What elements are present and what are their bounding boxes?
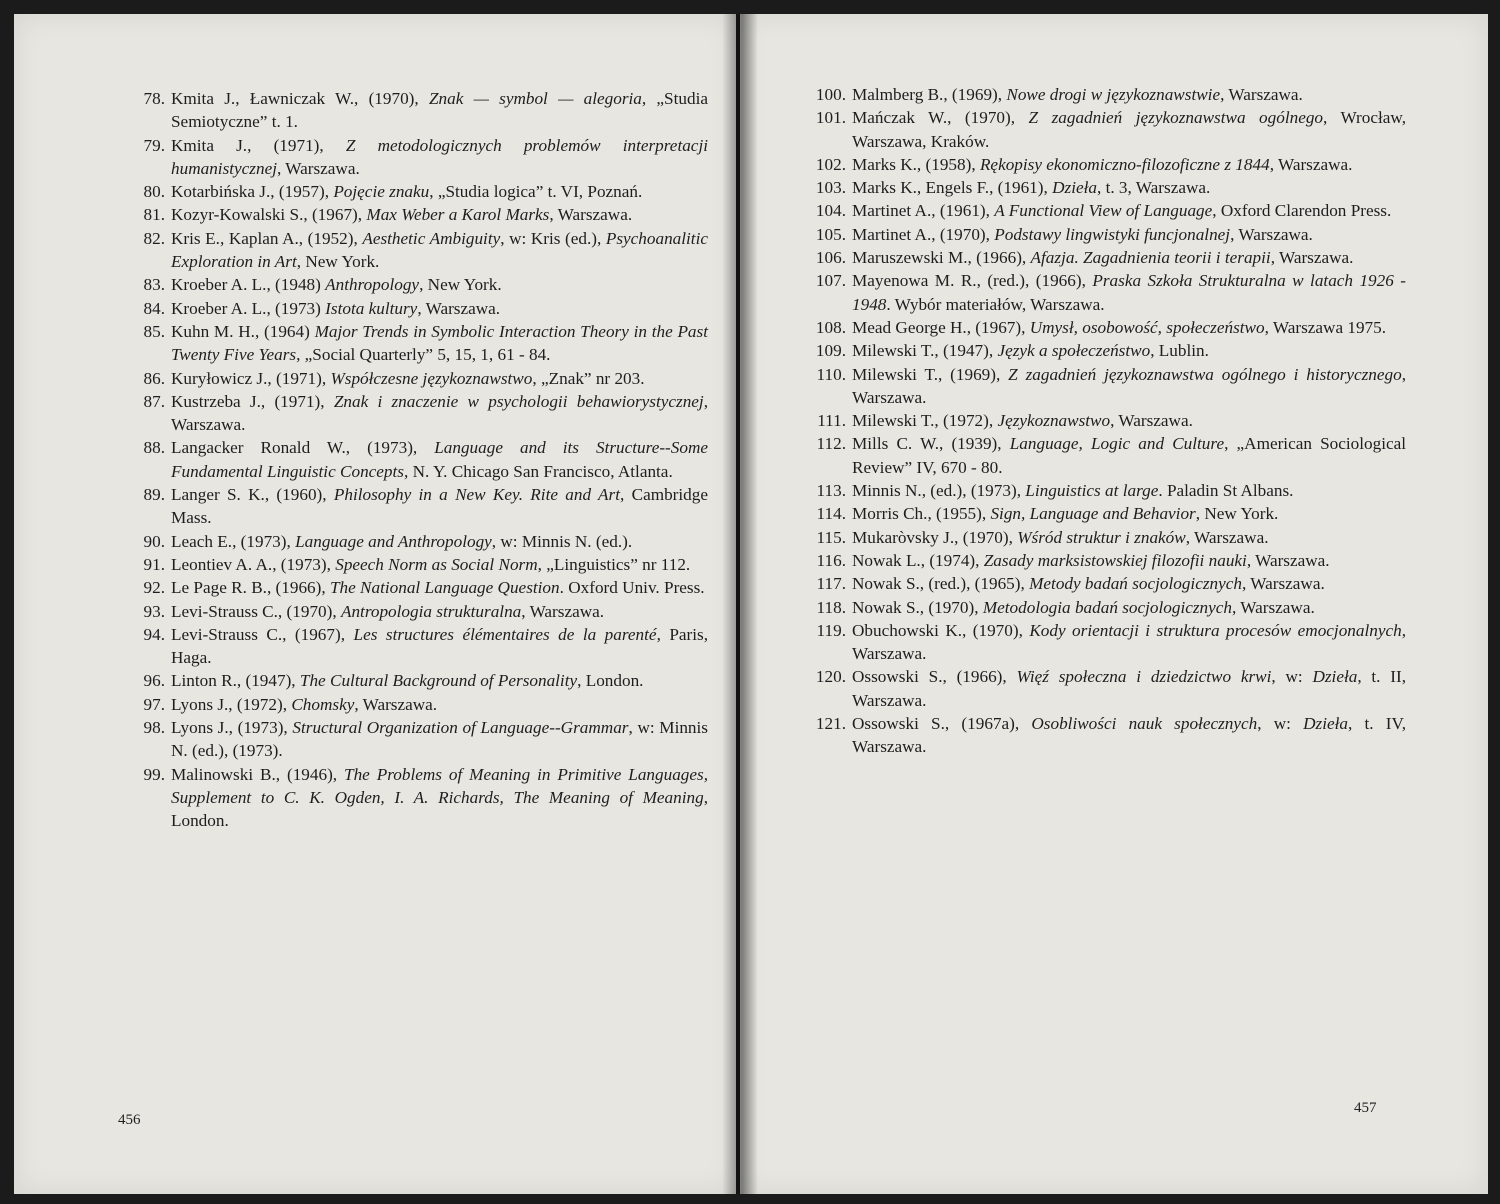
bibliography-entry xyxy=(122,436,708,483)
entry-segment: , Warszawa. xyxy=(852,364,1407,407)
bibliography-entry xyxy=(802,199,1406,222)
bibliography-entry xyxy=(122,576,708,599)
entry-segment: Malmberg B., (1969), xyxy=(852,85,1007,104)
entry-text xyxy=(171,320,708,367)
entry-segment: Marks K., (1958), xyxy=(852,154,980,174)
entry-segment: , Warszawa. xyxy=(1230,224,1313,244)
entry-segment: . Oxford Univ. Press. xyxy=(559,578,705,598)
entry-text xyxy=(852,199,1406,222)
entry-title: Znak i znaczenie w psychologii behawiorystycznej xyxy=(333,391,704,411)
bibliography-entry xyxy=(802,339,1406,362)
entry-number: 85. xyxy=(143,321,165,341)
entry-title: Max Weber a Karol Marks xyxy=(366,205,550,225)
entry-segment: Maruszewski M., (1966), xyxy=(852,248,1031,268)
entry-title: Osobliwości nauk społecznych xyxy=(1031,714,1258,734)
entry-segment: , „Linguistics” nr 112. xyxy=(537,554,691,574)
entry-segment: , Warszawa. xyxy=(521,601,605,621)
entry-number: 107. xyxy=(815,271,846,291)
entry-text xyxy=(171,436,708,483)
entry-title: Chomsky xyxy=(291,694,355,714)
entry-segment: , „American Sociological Review” IV, 670 - 80. xyxy=(852,434,1407,477)
entry-segment: Ossowski S., (1967a), xyxy=(852,714,1032,734)
entry-number: 106. xyxy=(815,248,846,268)
entry-segment: Linton R., (1947), xyxy=(171,671,300,691)
bibliography-column-left xyxy=(122,87,708,833)
bibliography-entry xyxy=(122,203,708,226)
entry-segment: Kroeber A. L., (1948) xyxy=(171,275,326,295)
entry-segment: Milewski T., (1972), xyxy=(852,411,998,431)
entry-segment: Kroeber A. L., (1973) xyxy=(171,298,326,318)
entry-text xyxy=(171,273,708,296)
entry-segment: , Lublin. xyxy=(1150,341,1209,361)
bibliography-entry xyxy=(122,180,708,203)
entry-segment: Mead George H., (1967), xyxy=(852,317,1030,337)
entry-text xyxy=(171,203,708,226)
entry-segment: Kozyr-Kowalski S., (1967), xyxy=(171,205,367,225)
entry-segment: , w: xyxy=(1257,714,1304,734)
entry-title: Umysł, osobowość, społeczeństwo xyxy=(1029,317,1265,337)
entry-title: Speech Norm as Social Norm xyxy=(335,554,538,574)
entry-number: 101. xyxy=(815,108,846,128)
entry-segment: Kotarbińska J., (1957), xyxy=(171,182,334,202)
entry-title: Metodologia badań socjologicznych xyxy=(982,597,1232,617)
entry-text xyxy=(852,432,1406,479)
entry-segment: , Wrocław, Warszawa, Kraków. xyxy=(852,108,1406,151)
entry-segment: Lyons J., (1973), xyxy=(171,718,293,738)
entry-segment: , „Studia Semiotyczne” t. 1. xyxy=(171,89,708,132)
entry-text xyxy=(852,502,1406,525)
entry-segment: Nowak S., (red.), (1965), xyxy=(852,574,1030,594)
entry-segment: , Warszawa. xyxy=(1232,597,1315,617)
entry-segment: , New York. xyxy=(1195,504,1279,524)
entry-text xyxy=(852,526,1406,549)
entry-text xyxy=(171,669,708,692)
entry-text xyxy=(852,596,1406,619)
entry-segment: Kmita J., Ławniczak W., (1970), xyxy=(171,89,429,108)
entry-text xyxy=(171,600,708,623)
entry-title: Linguistics at large xyxy=(1025,481,1159,501)
entry-number: 81. xyxy=(143,205,165,225)
entry-number: 83. xyxy=(143,275,165,295)
entry-number: 104. xyxy=(815,201,846,221)
entry-segment: Lyons J., (1972), xyxy=(171,694,292,714)
entry-title: Dzieła xyxy=(1312,667,1358,687)
entry-text xyxy=(852,479,1406,502)
entry-segment: Kris E., Kaplan A., (1952), xyxy=(171,228,363,248)
entry-segment: , Warszawa. xyxy=(171,391,708,435)
bibliography-entry xyxy=(122,530,708,553)
entry-segment: Mayenowa M. R., (red.), (1966), xyxy=(852,271,1093,291)
entry-title: Istota kultury xyxy=(325,298,418,318)
entry-text xyxy=(171,87,708,134)
entry-segment: Levi-Strauss C., (1970), xyxy=(171,601,341,621)
entry-title: Praska Szkoła Strukturalna w latach 1926 - 1948 xyxy=(852,271,1407,314)
entry-number: 103. xyxy=(815,178,846,198)
entry-segment: , London. xyxy=(577,671,644,691)
entry-segment: Milewski T., (1947), xyxy=(852,341,998,361)
entry-text xyxy=(852,269,1406,316)
entry-number: 120. xyxy=(815,667,846,687)
bibliography-entry xyxy=(122,227,708,274)
entry-segment: , Warszawa. xyxy=(276,158,360,178)
entry-segment: , Warszawa. xyxy=(852,620,1406,664)
bibliography-entry xyxy=(802,223,1406,246)
entry-segment: Le Page R. B., (1966), xyxy=(171,578,330,598)
entry-title: Metody badań socjologicznych xyxy=(1029,574,1242,594)
entry-segment: , t. 3, Warszawa. xyxy=(1096,178,1211,198)
entry-number: 116. xyxy=(816,550,846,570)
entry-title: Zasady marksistowskiej filozofii nauki xyxy=(983,550,1247,570)
entry-segment: , Warszawa. xyxy=(354,694,438,714)
bibliography-entry xyxy=(802,176,1406,199)
right-page xyxy=(740,14,1488,1194)
entry-title: The Problems of Meaning in Primitive Languages, Supplement to C. K. Ogden, I. A. Richards, The Meaning of Meaning xyxy=(171,764,708,807)
bibliography-entry xyxy=(122,320,708,367)
entry-text xyxy=(852,619,1406,666)
entry-text xyxy=(852,409,1406,432)
bibliography-entry xyxy=(802,409,1406,432)
entry-segment: Marks K., Engels F., (1961), xyxy=(852,178,1053,198)
bibliography-entry xyxy=(122,367,708,390)
entry-text xyxy=(852,153,1406,176)
entry-segment: Leach E., (1973), xyxy=(171,531,296,551)
bibliography-entry xyxy=(122,553,708,576)
entry-segment: , w: Minnis N. (ed.), (1973). xyxy=(171,718,708,761)
entry-text xyxy=(171,367,708,390)
bibliography-entry xyxy=(802,83,1406,106)
entry-text xyxy=(171,227,708,274)
bibliography-entry xyxy=(122,134,708,181)
entry-segment: , Cambridge Mass. xyxy=(171,485,708,528)
entry-title: Znak — symbol — alegoria xyxy=(428,89,642,108)
entry-number: 102. xyxy=(815,154,846,174)
entry-title: Z metodologicznych problemów interpretacji humanistycznej xyxy=(171,135,708,178)
entry-number: 99. xyxy=(143,764,165,784)
entry-number: 111. xyxy=(817,411,846,431)
entry-text xyxy=(852,223,1406,246)
entry-segment: Mańczak W., (1970), xyxy=(852,108,1029,128)
entry-segment: Morris Ch., (1955), xyxy=(852,504,991,524)
bibliography-entry xyxy=(802,153,1406,176)
entry-number: 112. xyxy=(816,434,846,454)
bibliography-entry xyxy=(802,619,1406,666)
entry-text xyxy=(171,134,708,181)
entry-segment: , Warszawa. xyxy=(1185,527,1269,547)
entry-text xyxy=(852,339,1406,362)
entry-segment: Obuchowski K., (1970), xyxy=(852,620,1030,640)
entry-title: Nowe drogi w językoznawstwie xyxy=(1006,85,1221,104)
entry-title: Anthropology xyxy=(325,275,420,295)
entry-segment: Levi-Strauss C., (1967), xyxy=(171,624,354,644)
entry-segment: , Warszawa. xyxy=(549,205,633,225)
bibliography-entry xyxy=(122,87,708,134)
entry-segment: Nowak S., (1970), xyxy=(852,597,983,617)
entry-segment: , t. II, Warszawa. xyxy=(852,667,1406,710)
entry-text xyxy=(852,549,1406,572)
bibliography-entry xyxy=(802,432,1406,479)
entry-text xyxy=(171,763,708,833)
entry-segment: , London. xyxy=(171,787,708,831)
entry-number: 98. xyxy=(143,718,165,738)
entry-text xyxy=(171,297,708,320)
entry-title: Structural Organization of Language--Grammar xyxy=(292,718,629,738)
bibliography-entry xyxy=(802,106,1406,153)
entry-title: Pojęcie znaku xyxy=(333,182,430,202)
entry-number: 105. xyxy=(815,224,846,244)
entry-text xyxy=(171,530,708,553)
entry-number: 119. xyxy=(816,620,846,640)
bibliography-entry xyxy=(802,526,1406,549)
entry-segment: Kuryłowicz J., (1971), xyxy=(171,368,331,388)
entry-title: Więź społeczna i dziedzictwo krwi xyxy=(1016,667,1272,687)
entry-number: 90. xyxy=(143,531,165,551)
bibliography-entry xyxy=(122,716,708,763)
entry-title: Language, Logic and Culture xyxy=(1009,434,1225,454)
page-number-left: 456 xyxy=(118,1112,141,1128)
entry-segment: , Warszawa. xyxy=(1110,411,1193,431)
entry-title: Podstawy lingwistyki funcjonalnej xyxy=(994,224,1231,244)
entry-title: Rękopisy ekonomiczno-filozoficzne z 1844 xyxy=(979,154,1270,174)
entry-title: Język a społeczeństwo xyxy=(997,341,1151,361)
entry-text xyxy=(852,83,1406,106)
entry-segment: Langer S. K., (1960), xyxy=(171,485,334,505)
entry-segment: Langacker Ronald W., (1973), xyxy=(171,438,435,458)
entry-segment: , Warszawa. xyxy=(1220,85,1303,104)
entry-number: 121. xyxy=(815,714,846,734)
entry-segment: Kustrzeba J., (1971), xyxy=(171,391,334,411)
entry-number: 84. xyxy=(143,298,165,318)
entry-segment: Milewski T., (1969), xyxy=(852,364,1009,384)
entry-number: 92. xyxy=(143,578,165,598)
entry-segment: , „Studia logica” t. VI, Poznań. xyxy=(429,182,643,202)
entry-number: 89. xyxy=(143,485,165,505)
entry-number: 96. xyxy=(143,671,165,691)
entry-text xyxy=(852,106,1406,153)
bibliography-entry xyxy=(122,669,708,692)
entry-segment: Leontiev A. A., (1973), xyxy=(171,554,336,574)
entry-title: Językoznawstwo xyxy=(997,411,1111,431)
entry-segment: , Warszawa. xyxy=(417,298,501,318)
entry-number: 109. xyxy=(815,341,846,361)
entry-segment: , w: Kris (ed.), xyxy=(500,228,606,248)
entry-segment: , w: Minnis N. (ed.). xyxy=(491,531,633,551)
entry-number: 100. xyxy=(815,85,846,104)
entry-number: 108. xyxy=(815,317,846,337)
entry-number: 88. xyxy=(143,438,165,458)
left-page xyxy=(14,14,736,1194)
bibliography-entry xyxy=(802,502,1406,525)
entry-text xyxy=(852,176,1406,199)
entry-segment: , Warszawa. xyxy=(1269,154,1353,174)
entry-segment: , New York. xyxy=(296,252,380,272)
entry-text xyxy=(852,246,1406,269)
entry-segment: , t. IV, Warszawa. xyxy=(852,714,1406,757)
entry-title: Language and its Structure--Some Fundamental Linguistic Concepts xyxy=(171,438,708,481)
entry-title: Wśród struktur i znaków xyxy=(1017,527,1186,547)
bibliography-entry xyxy=(122,600,708,623)
entry-title: A Functional View of Language xyxy=(994,201,1213,221)
entry-segment: Martinet A., (1961), xyxy=(852,201,995,221)
bibliography-entry xyxy=(802,712,1406,759)
entry-segment: , Paris, Haga. xyxy=(171,624,709,668)
entry-number: 91. xyxy=(143,554,165,574)
entry-title: Aesthetic Ambiguity xyxy=(362,228,501,248)
entry-title: Kody orientacji i struktura procesów emocjonalnych xyxy=(1029,620,1402,640)
bibliography-entry xyxy=(802,246,1406,269)
bibliography-entry xyxy=(122,273,708,296)
bibliography-entry xyxy=(122,483,708,530)
entry-segment: , „Znak” nr 203. xyxy=(532,368,645,388)
entry-title: Language and Anthropology xyxy=(295,531,492,551)
entry-segment: , Warszawa 1975. xyxy=(1264,317,1387,337)
entry-segment: Minnis N., (ed.), (1973), xyxy=(852,481,1026,501)
entry-segment: . Paladin St Albans. xyxy=(1158,481,1294,501)
entry-segment: Kuhn M. H., (1964) xyxy=(171,321,315,341)
entry-number: 114. xyxy=(816,504,846,524)
entry-text xyxy=(171,180,708,203)
entry-number: 86. xyxy=(143,368,165,388)
bibliography-column-right xyxy=(802,83,1406,759)
bibliography-entry xyxy=(802,549,1406,572)
entry-number: 82. xyxy=(143,228,165,248)
bibliography-entry xyxy=(122,390,708,437)
entry-text xyxy=(852,665,1406,712)
bibliography-entry xyxy=(802,572,1406,595)
entry-text xyxy=(171,576,708,599)
bibliography-entry xyxy=(802,665,1406,712)
bibliography-entry xyxy=(802,479,1406,502)
entry-number: 118. xyxy=(816,597,846,617)
entry-text xyxy=(852,572,1406,595)
entry-title: Psychoanalitic Exploration in Art xyxy=(171,228,708,272)
entry-title: Antropologia strukturalna xyxy=(340,601,522,621)
entry-number: 93. xyxy=(143,601,165,621)
entry-text xyxy=(171,553,708,576)
entry-segment: , Warszawa. xyxy=(1246,550,1330,570)
entry-title: Major Trends in Symbolic Interaction Theory in the Past Twenty Five Years xyxy=(171,321,708,365)
entry-segment: Martinet A., (1970), xyxy=(852,224,995,244)
entry-segment: . Wybór materiałów, Warszawa. xyxy=(886,294,1105,314)
entry-title: The National Language Question xyxy=(329,578,560,598)
entry-segment: , w: xyxy=(1271,667,1313,687)
entry-title: Sign, Language and Behavior xyxy=(990,504,1196,524)
entry-number: 79. xyxy=(143,135,165,155)
entry-segment: Mukaròvsky J., (1970), xyxy=(852,527,1018,547)
entry-number: 113. xyxy=(816,481,846,501)
entry-segment: Ossowski S., (1966), xyxy=(852,667,1017,687)
bibliography-entry xyxy=(802,316,1406,339)
bibliography-entry xyxy=(122,297,708,320)
entry-segment: , N. Y. Chicago San Francisco, Atlanta. xyxy=(403,461,673,481)
entry-segment: Malinowski B., (1946), xyxy=(171,764,345,784)
entry-segment: , Warszawa. xyxy=(1270,248,1354,268)
entry-title: Współczesne językoznawstwo xyxy=(330,368,533,388)
bibliography-entry xyxy=(802,596,1406,619)
entry-text xyxy=(852,316,1406,339)
page-number-right: 457 xyxy=(1354,1100,1377,1116)
entry-number: 78. xyxy=(143,89,165,108)
entry-title: Afazja. Zagadnienia teorii i terapii xyxy=(1030,248,1271,268)
entry-text xyxy=(171,623,708,670)
bibliography-entry xyxy=(122,623,708,670)
entry-text xyxy=(852,712,1406,759)
entry-title: Philosophy in a New Key. Rite and Art xyxy=(333,485,621,505)
entry-text xyxy=(171,716,708,763)
entry-title: Les structures élémentaires de la parenté xyxy=(353,624,657,644)
entry-number: 94. xyxy=(143,624,165,644)
bibliography-entry xyxy=(802,269,1406,316)
entry-title: Z zagadnień językoznawstwa ogólnego xyxy=(1028,108,1324,128)
entry-number: 117. xyxy=(816,574,846,594)
entry-title: Dzieła xyxy=(1303,714,1348,734)
entry-text xyxy=(171,483,708,530)
entry-title: The Cultural Background of Personality xyxy=(299,671,578,691)
entry-title: Dzieła xyxy=(1052,178,1097,198)
entry-number: 115. xyxy=(816,527,846,547)
bibliography-entry xyxy=(122,693,708,716)
entry-text xyxy=(852,363,1406,410)
entry-number: 87. xyxy=(143,391,165,411)
entry-segment: Mills C. W., (1939), xyxy=(852,434,1010,454)
entry-segment: Kmita J., (1971), xyxy=(171,135,346,155)
bibliography-entry xyxy=(802,363,1406,410)
entry-segment: , „Social Quarterly” 5, 15, 1, 61 - 84. xyxy=(296,345,551,365)
entry-text xyxy=(171,693,708,716)
bibliography-entry xyxy=(122,763,708,833)
entry-text xyxy=(171,390,708,437)
entry-number: 110. xyxy=(816,364,846,384)
entry-segment: Nowak L., (1974), xyxy=(852,550,984,570)
entry-number: 97. xyxy=(143,694,165,714)
entry-title: Z zagadnień językoznawstwa ogólnego i historycznego xyxy=(1008,364,1402,384)
entry-segment: , Oxford Clarendon Press. xyxy=(1212,201,1392,221)
entry-number: 80. xyxy=(143,182,165,202)
entry-segment: , New York. xyxy=(419,275,502,295)
entry-segment: , Warszawa. xyxy=(1241,574,1325,594)
